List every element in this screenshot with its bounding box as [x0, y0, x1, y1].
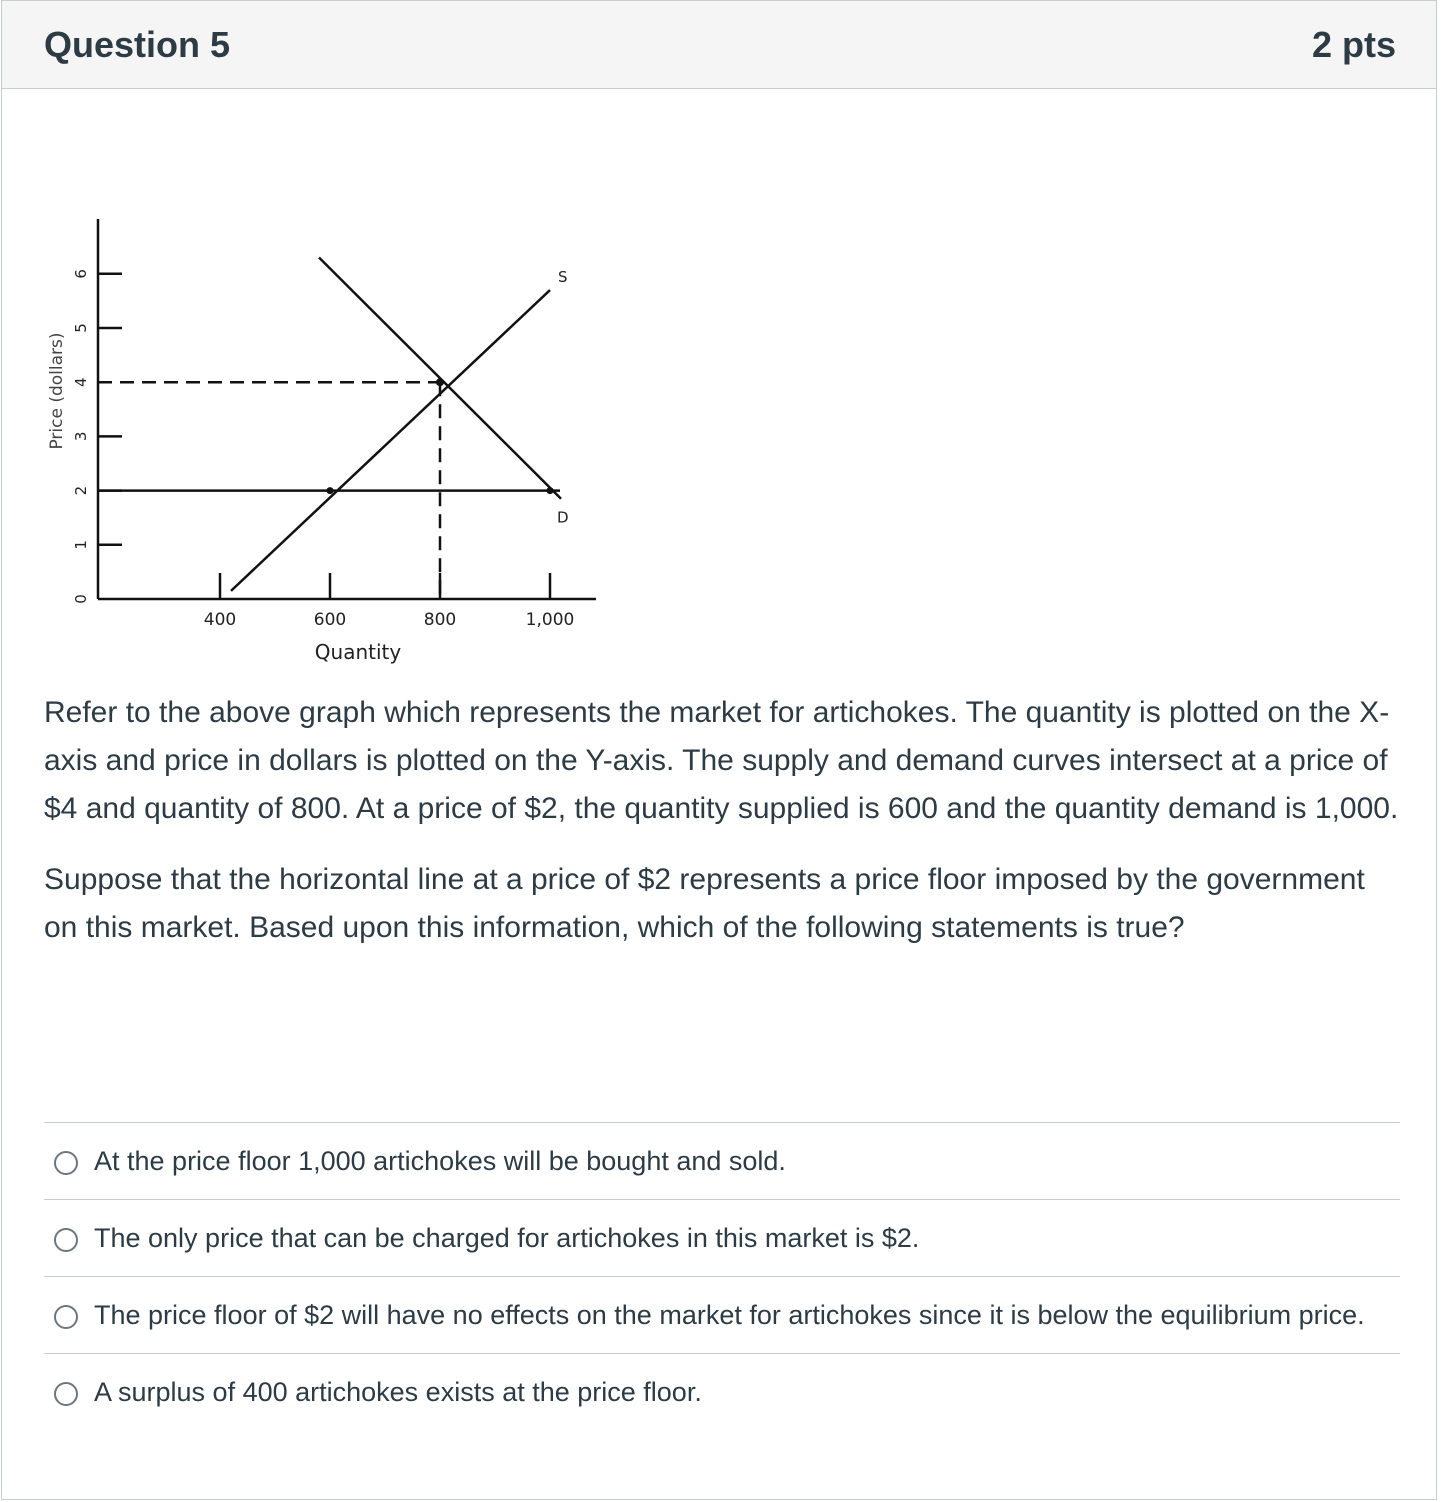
y-tick-label: 0: [72, 594, 90, 604]
radio-button-icon[interactable]: [54, 1382, 78, 1406]
y-tick-label: 2: [72, 485, 90, 496]
answer-label: The price floor of $2 will have no effects on the market for artichokes since it is below the equilibrium price.: [94, 1300, 1365, 1330]
question-paragraph-2: Suppose that the horizontal line at a price of $2 represents a price floor imposed by the government on this market. Based upon this information, which of the following statements is true?: [44, 863, 1365, 944]
answer-label: At the price floor 1,000 artichokes will be bought and sold.: [94, 1146, 786, 1176]
y-tick-label: 5: [72, 323, 90, 333]
question-points: 2 pts: [1311, 23, 1396, 65]
x-tick-label: 400: [203, 610, 237, 630]
question-text: [44, 689, 1404, 975]
y-tick-label: 4: [72, 377, 90, 387]
radio-button-icon[interactable]: [54, 1228, 78, 1252]
floor-point: [547, 487, 554, 494]
answer-option-1[interactable]: [44, 1122, 1400, 1199]
supply-label: S: [558, 268, 568, 287]
x-axis-label: Quantity: [314, 640, 402, 664]
y-tick-label: 3: [72, 431, 90, 442]
y-axis-label: Price (dollars): [47, 332, 67, 450]
answer-label: The only price that can be charged for artichokes in this market is $2.: [94, 1223, 920, 1253]
x-tick-label: 600: [313, 610, 347, 630]
answer-option-2[interactable]: [44, 1199, 1400, 1276]
radio-button-icon[interactable]: [54, 1151, 78, 1175]
x-tick-label: 1,000: [525, 610, 575, 630]
y-tick-label: 6: [72, 269, 90, 279]
question-paragraph-1: Refer to the above graph which represents the market for artichokes. The quantity is plotted on the X-axis and price in dollars is plotted on the Y-axis. The supply and demand curves intersect at a price of $4 and quantity of 800. At a price of $2, the quantity supplied is 600 and the quantity demand is 1,000.: [44, 696, 1399, 825]
equilibrium-point: [436, 378, 444, 386]
demand-label: D: [557, 508, 569, 527]
demand-curve: [319, 258, 561, 499]
question-header: [2, 1, 1436, 89]
question-title: Question 5: [44, 23, 231, 65]
floor-point: [327, 487, 334, 494]
x-tick-label: 800: [423, 610, 457, 630]
answer-label: A surplus of 400 artichokes exists at the price floor.: [94, 1377, 702, 1407]
y-tick-label: 1: [72, 540, 90, 550]
answer-option-3[interactable]: [44, 1276, 1400, 1353]
supply-demand-chart: [40, 211, 610, 681]
answer-option-4[interactable]: [44, 1353, 1400, 1430]
answer-list: [44, 1122, 1400, 1430]
radio-button-icon[interactable]: [54, 1305, 78, 1329]
question-card: [1, 0, 1437, 1500]
